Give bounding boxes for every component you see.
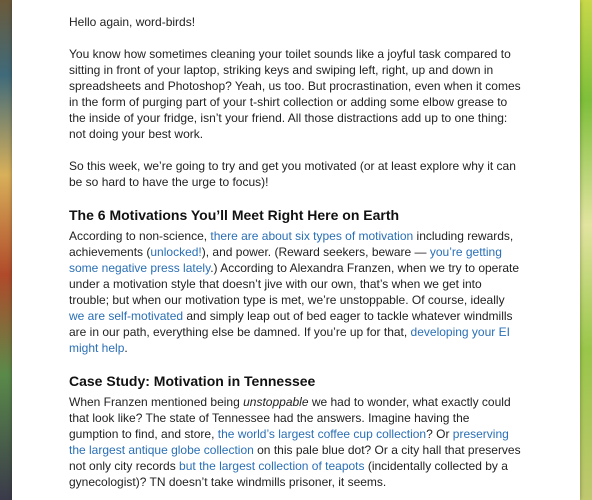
section-heading-motivations: The 6 Motivations You’ll Meet Right Here on Earth [69,207,400,223]
text-span: According to non-science, [69,229,211,243]
text-span: ), and power. (Reward seekers, beware — [201,245,430,259]
greeting: Hello again, word-birds! [69,15,196,29]
link-developing-ei[interactable]: developing your EI might help [69,325,510,355]
link-self-motivated[interactable]: we are self-motivated [69,309,184,323]
text-span: we had to wonder, what exactly could that look like? The state of Tennessee had the answers. Imagine having the gumption to find, and store, [69,395,511,441]
text-span: and simply leap out of bed eager to tackle whatever windmills are in our path, everything else be damned. If you’re up for that, [69,309,513,339]
link-six-types[interactable]: there are about six types of motivation [210,229,414,243]
link-negative-press[interactable]: you’re getting some negative press lately [69,245,502,275]
text-span: .) According to Alexandra Franzen, when we try to operate under a motivation style that doesn’t jive with our own, that’s when we get into trouble; but when our motivation type is met, we’re unstoppable. Of course, ideally [69,261,520,307]
background-image-right [578,0,592,500]
emphasis-unstoppable: unstoppable [243,395,309,409]
section-heading-tennessee: Case Study: Motivation in Tennessee [69,373,316,389]
tennessee-paragraph [69,394,521,490]
link-teapots[interactable]: but the largest collection of teapots [179,459,365,473]
top-heading-partial [69,0,521,6]
link-antique-globe-collection[interactable]: preserving the largest antique globe collection [69,427,509,457]
link-coffee-cup-collection[interactable]: the world’s largest coffee cup collection [217,427,427,441]
email-card [12,0,580,500]
text-span: on this pale blue dot? Or a city hall that preserves not only city records [69,443,521,473]
text-span: . [124,341,128,355]
motivations-paragraph [69,228,521,356]
text-span: When Franzen mentioned being [69,395,244,409]
article-body [69,0,521,490]
intro-paragraph: You know how sometimes cleaning your toilet sounds like a joyful task compared to sitting in front of your laptop, striking keys and swiping left, right, up and down in spreadsheets and Photoshop? Yeah, us too. But procrastination, even when it comes in the form of purging part of your t-shirt collection or adding some elbow grease to the inside of your fridge, isn’t your friend. All those distractions add up to one thing: not doing your best work. [69,47,521,141]
intro-paragraph-2: So this week, we’re going to try and get you motivated (or at least explore why it can be so hard to have the urge to focus)! [69,159,516,189]
text-span: ? Or [426,427,453,441]
link-unlocked[interactable]: unlocked! [150,245,202,259]
text-span: including rewards, achievements ( [69,229,514,259]
text-span: (incidentally collected by a gynecologist)? TN doesn’t take windmills prisoner, it seems. [69,459,508,489]
